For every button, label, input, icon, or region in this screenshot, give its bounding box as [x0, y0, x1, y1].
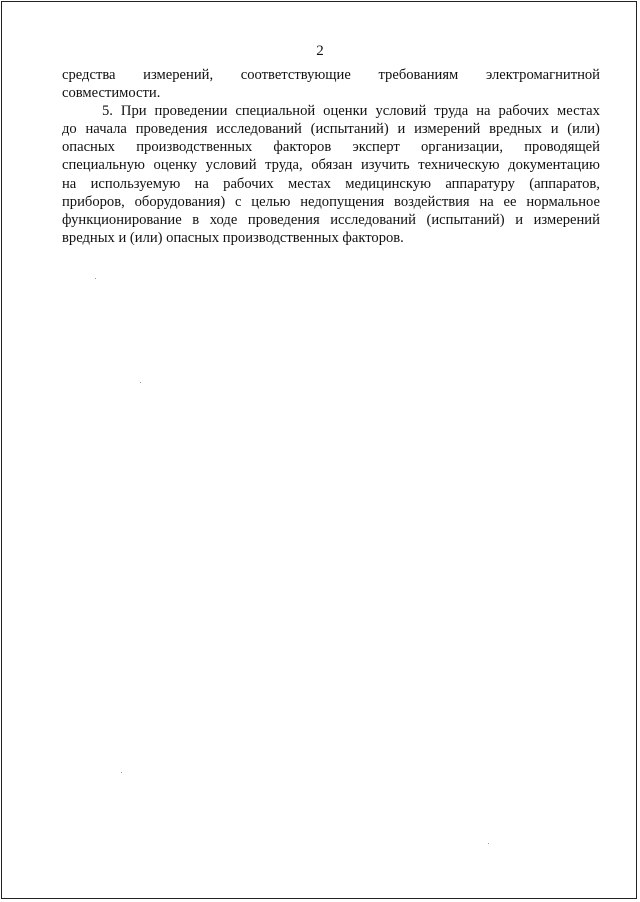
word: исследований — [216, 121, 302, 138]
text-line — [62, 193, 600, 211]
page-number: 2 — [316, 43, 324, 59]
word: оборудования) — [134, 193, 226, 210]
text-line — [62, 211, 600, 229]
word: условий — [205, 157, 257, 174]
word: проведения — [135, 121, 208, 138]
word: и — [397, 121, 406, 138]
text-line — [62, 138, 600, 156]
word: средства — [62, 67, 116, 83]
text-line: совместимости. — [62, 85, 161, 102]
document-body — [62, 66, 600, 247]
word: и — [515, 211, 524, 228]
word: на — [479, 193, 494, 210]
text-line — [62, 102, 600, 120]
scan-speck — [488, 843, 489, 844]
word: целью — [251, 193, 291, 210]
word: до — [62, 121, 77, 138]
word: на — [476, 103, 491, 120]
word: измерений, — [143, 67, 214, 83]
word: условий — [375, 103, 427, 120]
word: аппаратуру — [445, 175, 515, 192]
word: (аппаратов, — [529, 175, 600, 192]
word: организации, — [420, 139, 503, 156]
word: оценку — [153, 157, 198, 174]
word: на — [62, 175, 77, 192]
text-line — [62, 66, 600, 84]
word: техническую — [418, 157, 500, 174]
word: производственных — [136, 139, 253, 156]
text-line — [62, 175, 600, 193]
text-line — [62, 156, 600, 174]
word: изучить — [360, 157, 410, 174]
word: воздействия — [394, 193, 470, 210]
scan-speck — [95, 278, 96, 279]
word: местах — [557, 103, 600, 120]
word: (испытаний) — [426, 211, 505, 228]
word: эксперт — [352, 139, 400, 156]
word: специальную — [62, 157, 145, 174]
word: в — [192, 211, 200, 228]
word: специальной — [235, 103, 316, 120]
paragraph-item-5 — [62, 102, 600, 247]
word: местах — [288, 175, 331, 192]
scan-speck — [121, 772, 122, 773]
word: (или) — [567, 121, 600, 138]
text-line — [62, 120, 600, 138]
word: и — [550, 121, 559, 138]
word: факторов — [273, 139, 332, 156]
word: медицинскую — [345, 175, 431, 192]
word: проводящей — [524, 139, 600, 156]
word: ходе — [209, 211, 238, 228]
word: опасных — [62, 139, 115, 156]
word: используемую — [90, 175, 181, 192]
word: нормальное — [526, 193, 600, 210]
word: При — [120, 103, 147, 120]
item-number: 5. — [102, 103, 113, 120]
word: (испытаний) — [310, 121, 389, 138]
word: функционирование — [62, 211, 182, 228]
word: исследований — [330, 211, 416, 228]
word: требованиям — [378, 67, 459, 83]
text-line: вредных и (или) опасных производственных факторов. — [62, 229, 404, 246]
word: рабочих — [223, 175, 274, 192]
word: электромагнитной — [485, 67, 600, 83]
word: рабочих — [498, 103, 550, 120]
paragraph-continuation — [62, 66, 600, 102]
word: документацию — [508, 157, 600, 174]
word: вредных — [489, 121, 542, 138]
word: труда, — [265, 157, 303, 174]
word: измерений — [533, 211, 600, 228]
word: соответствующие — [240, 67, 351, 83]
word: труда — [434, 103, 469, 120]
word: проведении — [154, 103, 228, 120]
word: недопущения — [300, 193, 385, 210]
word: начала — [85, 121, 127, 138]
word: ее — [503, 193, 517, 210]
scan-speck — [140, 382, 141, 383]
word: обязан — [311, 157, 353, 174]
word: проведения — [247, 211, 320, 228]
word: оценки — [323, 103, 368, 120]
word: приборов, — [62, 193, 125, 210]
word: с — [235, 193, 242, 210]
word: измерений — [414, 121, 481, 138]
word: на — [194, 175, 209, 192]
